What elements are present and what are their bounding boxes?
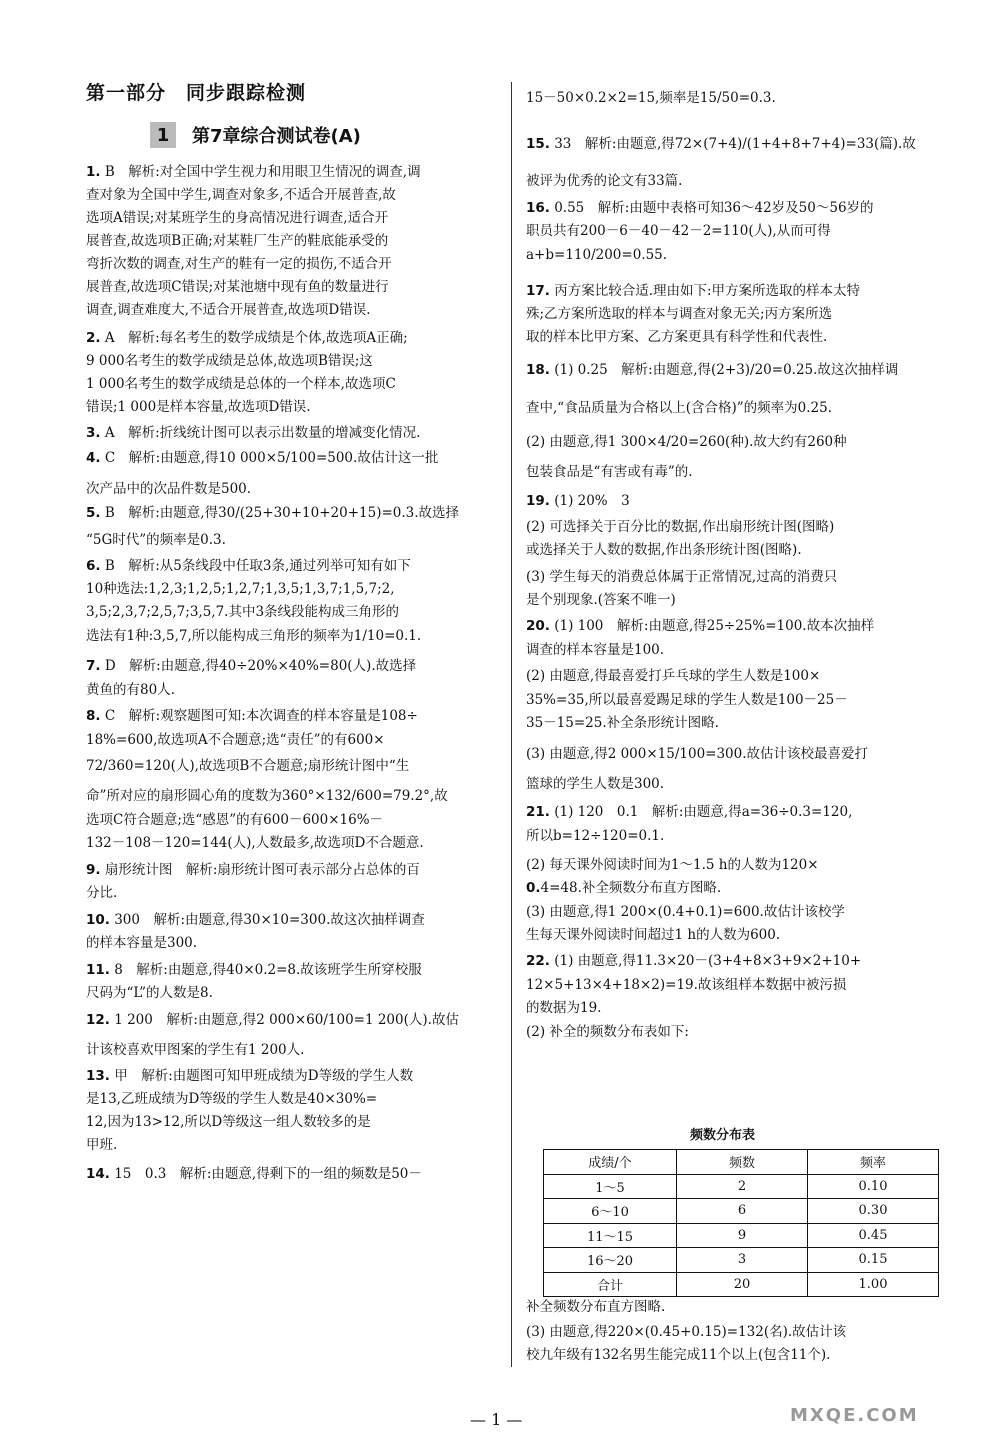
- text-line: 5. B 解析:由题意,得30/(25+30+10+20+15)=0.3.故选择: [86, 505, 460, 521]
- text-line: 1 000名考生的数学成绩是总体的一个样本,故选项C: [86, 376, 396, 392]
- text-line: 16. 0.55 解析:由题中表格可知36～42岁及50～56岁的: [526, 200, 874, 216]
- text-line: 尺码为“L”的人数是8.: [86, 985, 213, 1001]
- table-cell: 1～5: [544, 1174, 677, 1199]
- table-cell: 2: [677, 1174, 808, 1199]
- text-line: 取的样本比甲方案、乙方案更具有科学性和代表性.: [526, 329, 828, 345]
- question-number: 16.: [526, 200, 550, 216]
- table-row: [544, 1174, 939, 1199]
- text-line: a+b=110/200=0.55.: [526, 247, 668, 263]
- table-cell: 0.45: [808, 1223, 939, 1248]
- text-line: 14. 15 0.3 解析:由题意,得剩下的一组的频数是50－: [86, 1166, 422, 1182]
- text-line: 22. (1) 由题意,得11.3×20－(3+4+8×3+9×2+10+: [526, 953, 862, 969]
- question-number: 22.: [526, 953, 550, 969]
- text-line: 4. C 解析:由题意,得10 000×5/100=500.故估计这一批: [86, 450, 439, 466]
- text-line: (3) 由题意,得2 000×15/100=300.故估计该校最喜爱打: [526, 746, 869, 762]
- question-number: 3.: [86, 425, 101, 441]
- question-number: 4.: [86, 450, 101, 466]
- text-line: (3) 学生每天的消费总体属于正常情况,过高的消费只: [526, 569, 838, 585]
- text-line: 19. (1) 20% 3: [526, 493, 630, 509]
- text-line: 9. 扇形统计图 解析:扇形统计图可表示部分占总体的百: [86, 862, 420, 878]
- text-line: “5G时代”的频率是0.3.: [86, 532, 226, 548]
- test-title: [150, 122, 361, 148]
- table-header-row: [544, 1150, 939, 1175]
- table-row: [544, 1223, 939, 1248]
- table-cell: 6～10: [544, 1199, 677, 1224]
- header-cell: 频率: [808, 1150, 939, 1175]
- text-line: 黄鱼的有80人.: [86, 682, 175, 698]
- text-line: 调查的样本容量是100.: [526, 642, 665, 658]
- column-divider: [511, 82, 512, 1367]
- text-line: 查中,“食品质量为合格以上(含合格)”的频率为0.25.: [526, 400, 832, 416]
- text-line: 错误;1 000是样本容量,故选项D错误.: [86, 399, 311, 415]
- question-number: 14.: [86, 1166, 110, 1182]
- text-line: 0.4=48.补全频数分布直方图略.: [526, 880, 722, 896]
- text-line: (3) 由题意,得1 200×(0.4+0.1)=600.故估计该校学: [526, 904, 845, 920]
- text-line: 弯折次数的调查,对生产的鞋有一定的损伤,不适合开: [86, 256, 392, 272]
- text-line: 35%=35,所以最喜爱踢足球的学生人数是100－25－: [526, 692, 848, 708]
- text-line: 查对象为全国中学生,调查对象多,不适合开展普查,故: [86, 187, 396, 203]
- text-line: 职员共有200－6－40－42－2=110(人),从而可得: [526, 223, 831, 239]
- text-line: 命”所对应的扇形圆心角的度数为360°×132/600=79.2°,故: [86, 788, 448, 804]
- text-line: (2) 可选择关于百分比的数据,作出扇形统计图(图略): [526, 519, 835, 535]
- text-line: 20. (1) 100 解析:由题意,得25÷25%=100.故本次抽样: [526, 618, 875, 634]
- watermark-logo: MXQE.COM: [790, 1405, 919, 1426]
- table-cell: 0.30: [808, 1199, 939, 1224]
- text-line: 殊;乙方案所选取的样本与调查对象无关;丙方案所选: [526, 306, 833, 322]
- text-line: (2) 由题意,得1 300×4/20=260(种).故大约有260种: [526, 434, 847, 450]
- text-line: 12,因为13>12,所以D等级这一组人数较多的是: [86, 1114, 371, 1130]
- text-line: 3. A 解析:折线统计图可以表示出数量的增减变化情况.: [86, 425, 421, 441]
- table-cell: 0.15: [808, 1248, 939, 1273]
- text-line: 6. B 解析:从5条线段中任取3条,通过列举可知有如下: [86, 558, 411, 574]
- header-cell: 成绩/个: [544, 1150, 677, 1175]
- text-line: 是个别现象.(答案不唯一): [526, 592, 676, 608]
- text-line: 所以b=12÷120=0.1.: [526, 828, 665, 844]
- text-line: 甲班.: [86, 1137, 118, 1153]
- table-cell: 0.10: [808, 1174, 939, 1199]
- test-number-badge: 1: [150, 122, 176, 148]
- table-cell: 16～20: [544, 1248, 677, 1273]
- text-line: 2. A 解析:每名考生的数学成绩是个体,故选项A正确;: [86, 330, 408, 346]
- question-number: 13.: [86, 1068, 110, 1084]
- text-line: 9 000名考生的数学成绩是总体,故选项B错误;这: [86, 353, 373, 369]
- text-line: (2) 每天课外阅读时间为1～1.5 h的人数为120×: [526, 857, 819, 873]
- text-line: 21. (1) 120 0.1 解析:由题意,得a=36÷0.3=120,: [526, 804, 853, 820]
- text-line: 调查,调查难度大,不适合开展普查,故选项D错误.: [86, 302, 371, 318]
- test-title-text: 第7章综合测试卷(A): [192, 126, 361, 147]
- question-number: 18.: [526, 362, 550, 378]
- text-line: 132－108－120=144(人),人数最多,故选项D不合题意.: [86, 835, 424, 851]
- text-line: 15. 33 解析:由题意,得72×(7+4)/(1+4+8+7+4)=33(篇).故: [526, 136, 916, 152]
- text-line: 生每天课外阅读时间超过1 h的人数为600.: [526, 927, 781, 943]
- table-cell: 3: [677, 1248, 808, 1273]
- text-line: 18. (1) 0.25 解析:由题意,得(2+3)/20=0.25.故这次抽样调: [526, 362, 899, 378]
- text-line: 17. 丙方案比较合适.理由如下:甲方案所选取的样本太特: [526, 283, 861, 299]
- table-row: [544, 1248, 939, 1273]
- question-number: 8.: [86, 708, 101, 724]
- table-row: [544, 1272, 939, 1297]
- question-number: 12.: [86, 1012, 110, 1028]
- question-number: 2.: [86, 330, 101, 346]
- text-line: (2) 由题意,得最喜爱打乒乓球的学生人数是100×: [526, 668, 821, 684]
- question-number: 10.: [86, 912, 110, 928]
- text-line: 选项C符合题意;选“感恩”的有600－600×16%－: [86, 812, 384, 828]
- table-cell: 6: [677, 1199, 808, 1224]
- text-line: 展普查,故选项B正确;对某鞋厂生产的鞋底能承受的: [86, 233, 389, 249]
- text-line: 1. B 解析:对全国中学生视力和用眼卫生情况的调查,调: [86, 164, 421, 180]
- text-line: 3,5;2,3,7;2,5,7;3,5,7.其中3条线段能构成三角形的: [86, 604, 400, 620]
- question-number: 11.: [86, 962, 110, 978]
- text-line: 12×5+13×4+18×2)=19.故该组样本数据中被污损: [526, 977, 847, 993]
- text-line: (3) 由题意,得220×(0.45+0.15)=132(名).故估计该: [526, 1324, 847, 1340]
- header-cell: 频数: [677, 1150, 808, 1175]
- question-number: 20.: [526, 618, 550, 634]
- text-line: 分比.: [86, 885, 118, 901]
- text-line: 或选择关于人数的数据,作出条形统计图(图略).: [526, 542, 802, 558]
- table-row: [544, 1199, 939, 1224]
- text-line: 15－50×0.2×2=15,频率是15/50=0.3.: [526, 90, 776, 106]
- table-cell: 11～15: [544, 1223, 677, 1248]
- question-number: 15.: [526, 136, 550, 152]
- table-cell: 20: [677, 1272, 808, 1297]
- text-line: 补全频数分布直方图略.: [526, 1299, 666, 1315]
- text-line: 选法有1种:3,5,7,所以能构成三角形的频率为1/10=0.1.: [86, 628, 422, 644]
- text-line: 的数据为19.: [526, 1000, 602, 1016]
- question-number: 21.: [526, 804, 550, 820]
- table-cell: 合计: [544, 1272, 677, 1297]
- text-line: 13. 甲 解析:由题图可知甲班成绩为D等级的学生人数: [86, 1068, 414, 1084]
- text-line: 是13,乙班成绩为D等级的学生人数是40×30%=: [86, 1091, 378, 1107]
- question-number: 5.: [86, 505, 101, 521]
- question-number: 6.: [86, 558, 101, 574]
- text-line: 35－15=25.补全条形统计图略.: [526, 715, 719, 731]
- table-title: 频数分布表: [690, 1128, 756, 1143]
- section-title: 第一部分 同步跟踪检测: [86, 82, 307, 104]
- text-line: 的样本容量是300.: [86, 935, 198, 951]
- page-number: — 1 —: [470, 1410, 523, 1429]
- text-line: 10. 300 解析:由题意,得30×10=300.故这次抽样调查: [86, 912, 425, 928]
- text-line: 10种选法:1,2,3;1,2,5;1,2,7;1,3,5;1,3,7;1,5,7;2,: [86, 581, 395, 597]
- question-number: 0.: [526, 880, 541, 896]
- text-line: 12. 1 200 解析:由题意,得2 000×60/100=1 200(人).故估: [86, 1012, 459, 1028]
- question-number: 17.: [526, 283, 550, 299]
- text-line: 18%=600,故选项A不合题意;选“责任”的有600×: [86, 732, 385, 748]
- question-number: 9.: [86, 862, 101, 878]
- frequency-table: [543, 1149, 939, 1297]
- text-line: 7. D 解析:由题意,得40÷20%×40%=80(人).故选择: [86, 658, 417, 674]
- text-line: 计该校喜欢甲图案的学生有1 200人.: [86, 1042, 305, 1058]
- question-number: 7.: [86, 658, 101, 674]
- text-line: 包装食品是“有害或有毒”的.: [526, 464, 693, 480]
- text-line: 篮球的学生人数是300.: [526, 776, 665, 792]
- text-line: 校九年级有132名男生能完成11个以上(包含11个).: [526, 1347, 831, 1363]
- table-cell: 9: [677, 1223, 808, 1248]
- text-line: 72/360=120(人),故选项B不合题意;扇形统计图中“生: [86, 758, 410, 774]
- text-line: 11. 8 解析:由题意,得40×0.2=8.故该班学生所穿校服: [86, 962, 422, 978]
- text-line: 8. C 解析:观察题图可知:本次调查的样本容量是108÷: [86, 708, 418, 724]
- question-number: 1.: [86, 164, 101, 180]
- question-number: 19.: [526, 493, 550, 509]
- text-line: (2) 补全的频数分布表如下:: [526, 1024, 689, 1040]
- text-line: 选项A错误;对某班学生的身高情况进行调查,适合开: [86, 210, 389, 226]
- text-line: 被评为优秀的论文有33篇.: [526, 173, 683, 189]
- table-cell: 1.00: [808, 1272, 939, 1297]
- text-line: 次产品中的次品件数是500.: [86, 481, 252, 497]
- text-line: 展普查,故选项C错误;对某池塘中现有鱼的数量进行: [86, 279, 389, 295]
